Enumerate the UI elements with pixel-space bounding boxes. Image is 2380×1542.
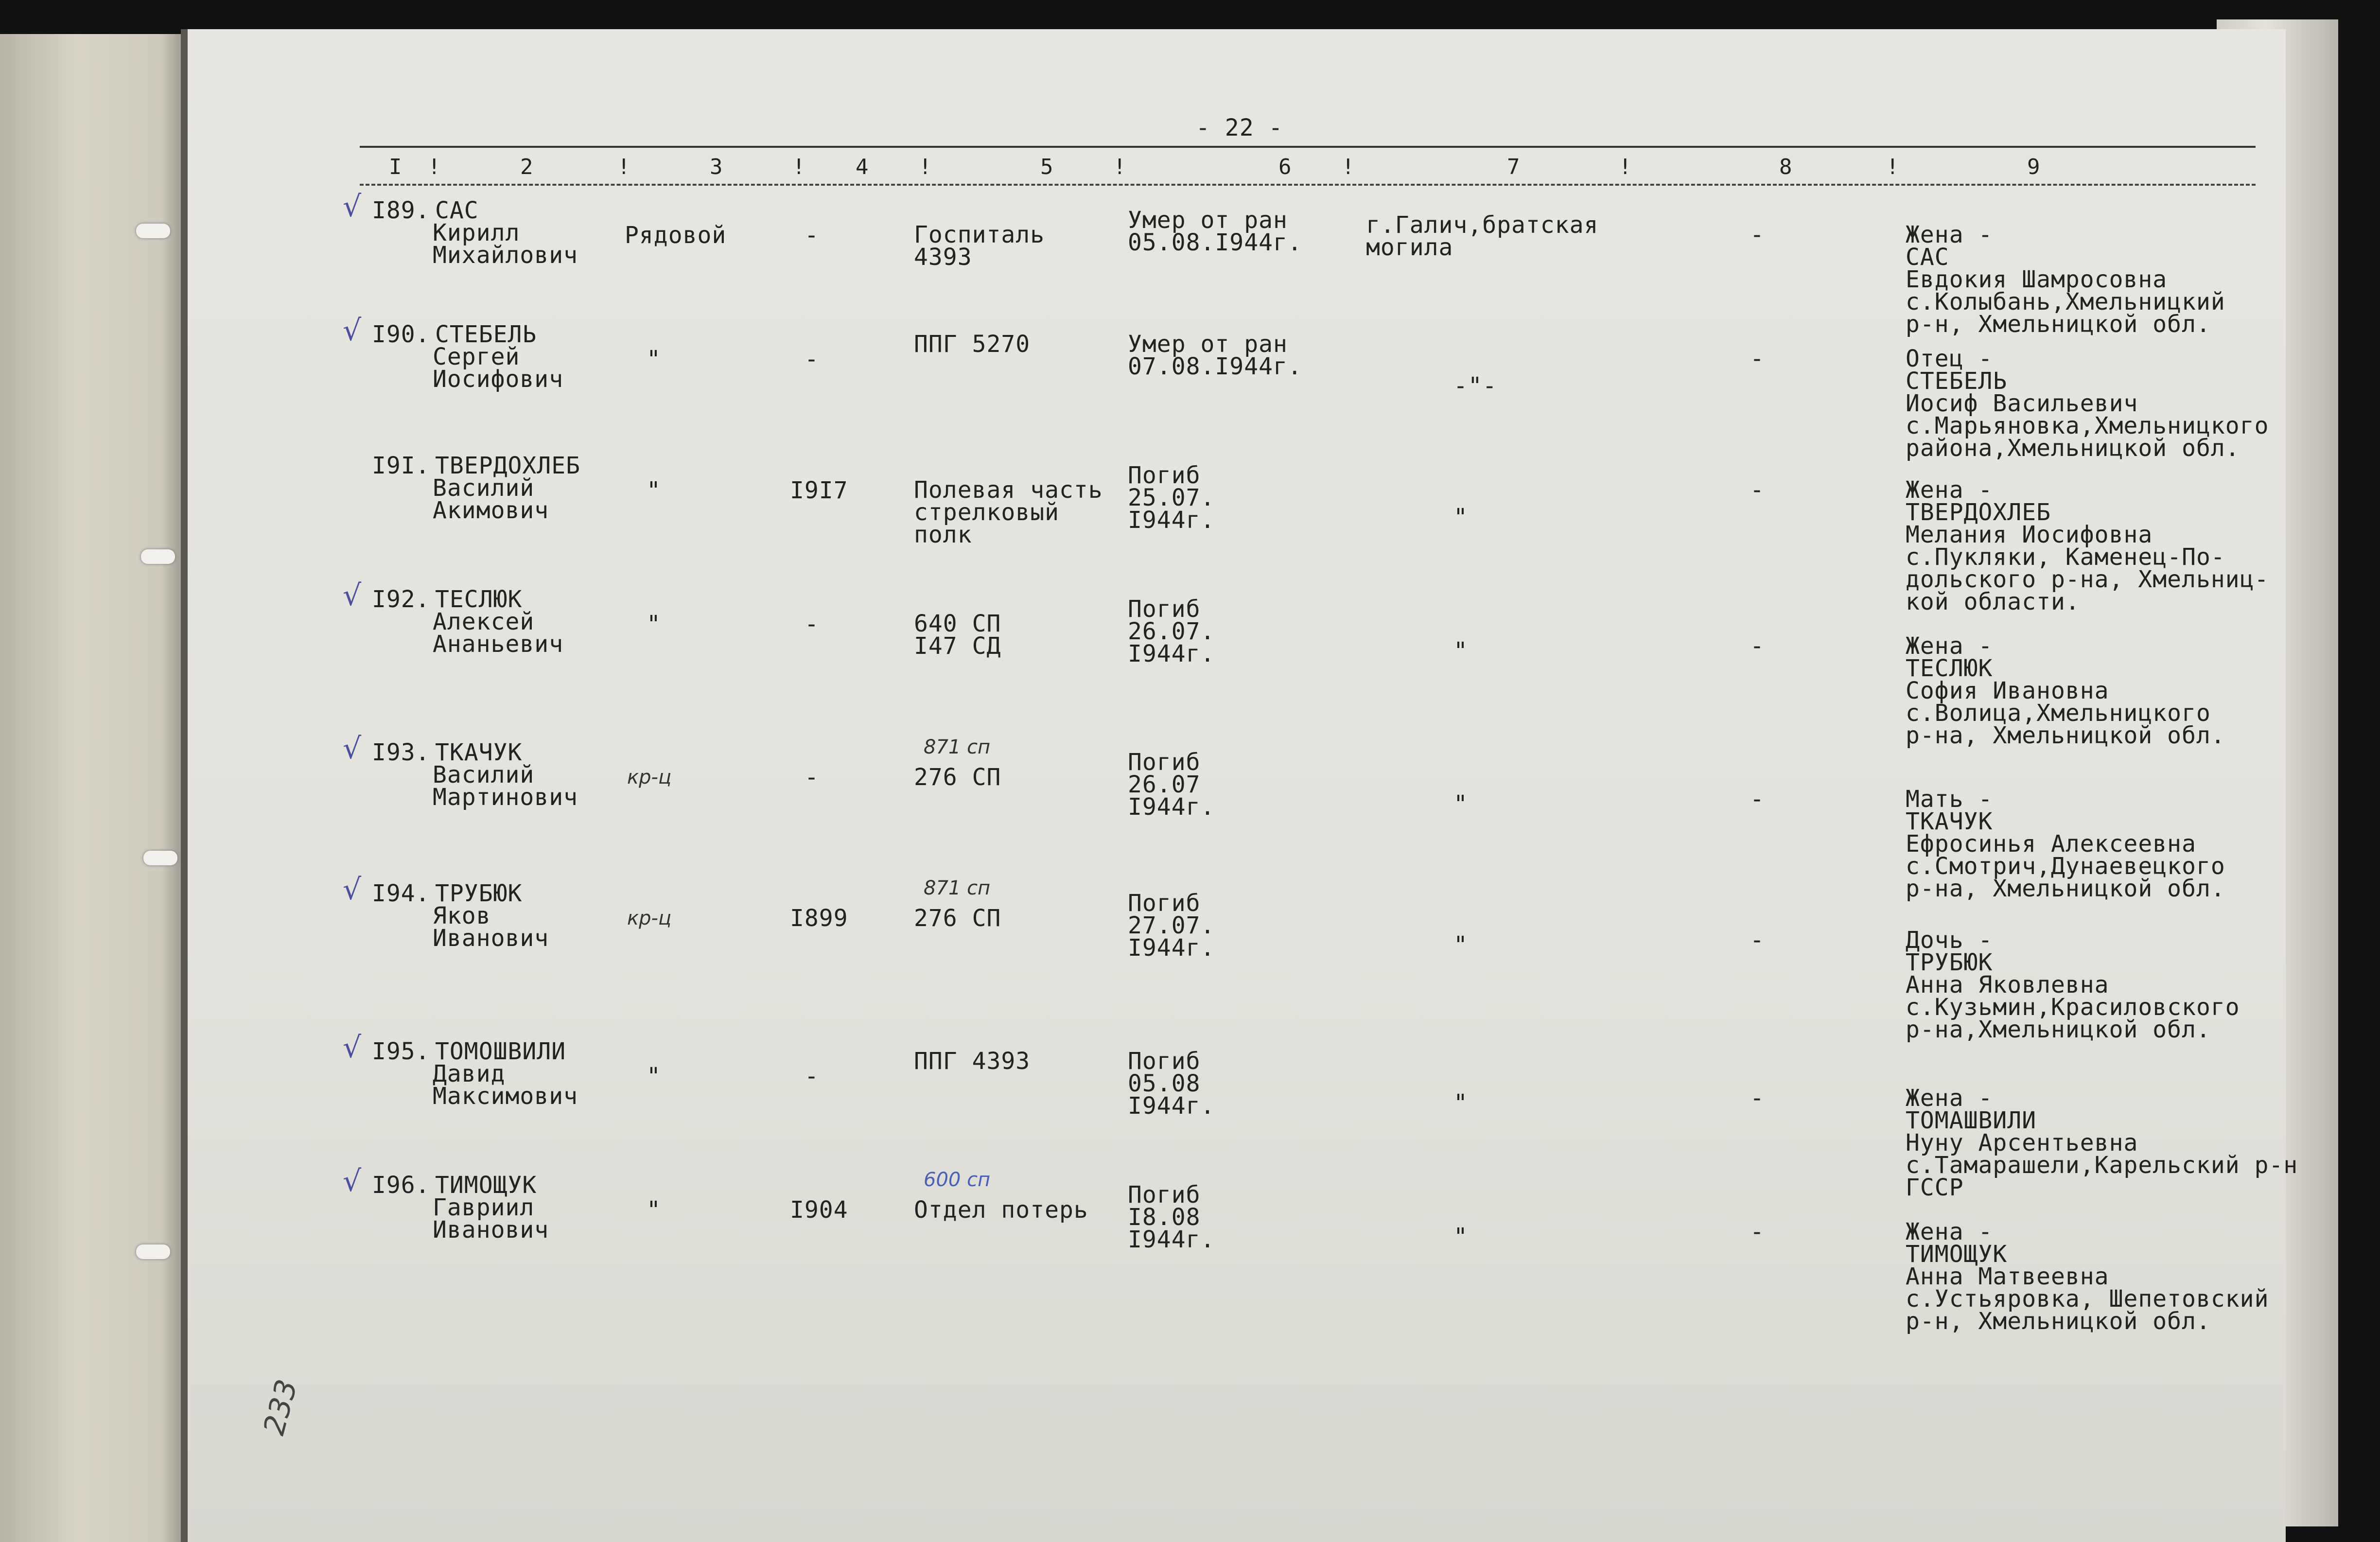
burial-place: " <box>1453 504 1468 531</box>
burial-place: " <box>1453 637 1468 665</box>
given-name: Иосифович <box>433 366 564 393</box>
surname: ТРУБЮК <box>435 880 523 907</box>
check-mark: √ <box>343 1031 362 1065</box>
page-number: - 22 - <box>1196 114 1283 141</box>
relative-info: София Ивановна <box>1906 677 2109 704</box>
column-separator: ! <box>1619 155 1632 179</box>
record-number: I96. <box>372 1172 430 1199</box>
unit-handwritten-note: 871 сп <box>924 876 991 899</box>
burial-place: -"- <box>1453 372 1497 400</box>
left-page <box>0 34 190 1542</box>
given-name: Максимович <box>433 1083 578 1110</box>
fate-date: Погиб <box>1128 462 1201 489</box>
column-8: - <box>1750 345 1765 372</box>
fate-date: Погиб <box>1128 1048 1201 1075</box>
check-mark: √ <box>343 578 362 613</box>
relative-info: Анна Яковлевна <box>1906 971 2109 999</box>
fate-date: Погиб <box>1128 596 1201 623</box>
record-number: I89. <box>372 197 430 224</box>
military-unit: Полевая часть <box>914 476 1103 504</box>
fate-date: 05.08 <box>1128 1070 1201 1097</box>
binding-hole-3 <box>143 851 177 865</box>
relative-info: р-на, Хмельницкой обл. <box>1906 875 2225 902</box>
given-name: Мартинович <box>433 784 578 811</box>
relative-info: с.Кузьмин,Красиловского <box>1906 994 2240 1021</box>
military-unit: Госпиталь <box>914 221 1045 248</box>
column-8: - <box>1750 632 1765 660</box>
relative-info: с.Колыбань,Хмельницкий <box>1906 288 2225 315</box>
given-name: Сергей <box>433 343 520 370</box>
column-number-2: 2 <box>520 155 533 179</box>
relative-info: Жена - <box>1906 221 1993 248</box>
relative-info: р-н, Хмельницкой обл. <box>1906 1308 2211 1335</box>
relative-info: с.Марьяновка,Хмельницкого <box>1906 412 2269 439</box>
column-number-3: 3 <box>710 155 723 179</box>
burial-place: могила <box>1366 234 1453 261</box>
relative-info: ТЕСЛЮК <box>1906 655 1993 682</box>
column-8: - <box>1750 786 1765 813</box>
military-unit: 276 СП <box>914 763 1001 791</box>
check-mark: √ <box>343 873 362 907</box>
rank: " <box>647 1062 661 1090</box>
military-unit: I47 СД <box>914 632 1001 660</box>
burial-place: " <box>1453 1223 1468 1250</box>
column-separator: ! <box>617 155 630 179</box>
birth-year: I9I7 <box>790 476 848 504</box>
relative-info: Ефросинья Алексеевна <box>1906 830 2196 858</box>
birth-year: - <box>805 345 819 373</box>
relative-info: ТОМАШВИЛИ <box>1906 1107 2037 1134</box>
relative-info: с.Устьяровка, Шепетовский <box>1906 1285 2269 1313</box>
relative-info: Нуну Арсентьевна <box>1906 1129 2138 1156</box>
column-number-5: 5 <box>1040 155 1053 179</box>
military-unit: ППГ 5270 <box>914 331 1031 358</box>
birth-year: - <box>805 221 819 249</box>
column-8: - <box>1750 927 1765 954</box>
relative-info: с.Смотрич,Дунаевецкого <box>1906 853 2225 880</box>
column-number-1: I <box>389 155 402 179</box>
rank: " <box>647 1196 661 1224</box>
relative-info: р-н, Хмельницкой обл. <box>1906 311 2211 338</box>
surname: САС <box>435 197 479 224</box>
rank: кр-ц <box>627 766 672 789</box>
binding-hole-1 <box>136 224 170 238</box>
surname: СТЕБЕЛЬ <box>435 321 537 348</box>
fate-date: 26.07 <box>1128 771 1201 798</box>
binding-hole-2 <box>141 549 175 564</box>
column-separator: ! <box>1886 155 1899 179</box>
given-name: Михайлович <box>433 242 578 269</box>
relative-info: ТКАЧУК <box>1906 808 1993 835</box>
check-mark: √ <box>343 314 362 348</box>
relative-info: Дочь - <box>1906 927 1993 954</box>
military-unit: полк <box>914 521 972 548</box>
birth-year: - <box>805 763 819 791</box>
surname: ТКАЧУК <box>435 739 523 766</box>
column-8: - <box>1750 1218 1765 1245</box>
record-number: I90. <box>372 321 430 348</box>
fate-date: I8.08 <box>1128 1204 1201 1231</box>
birth-year: - <box>805 610 819 638</box>
relative-info: ТИМОЩУК <box>1906 1241 2008 1268</box>
given-name: Алексей <box>433 608 535 635</box>
relative-info: кой области. <box>1906 588 2080 615</box>
fate-date: I944г. <box>1128 1226 1215 1253</box>
given-name: Яков <box>433 902 491 929</box>
check-mark: √ <box>343 732 362 766</box>
burial-place: " <box>1453 931 1468 959</box>
check-mark: √ <box>343 1164 362 1198</box>
surname: ТИМОЩУК <box>435 1172 537 1199</box>
surname: ТОМОШВИЛИ <box>435 1038 566 1065</box>
column-separator: ! <box>1113 155 1126 179</box>
header-bottom-rule <box>360 184 2256 186</box>
given-name: Иванович <box>433 925 549 952</box>
check-mark: √ <box>343 190 362 224</box>
relative-info: Мать - <box>1906 786 1993 813</box>
fate-date: Умер от ран <box>1128 331 1288 358</box>
rank: " <box>647 476 661 504</box>
column-8: - <box>1750 476 1765 504</box>
unit-handwritten-note: 871 сп <box>924 736 991 758</box>
military-unit: стрелковый <box>914 499 1059 526</box>
margin-note: 233 <box>257 1376 304 1439</box>
header-top-rule <box>360 146 2256 148</box>
fate-date: 05.08.I944г. <box>1128 229 1302 256</box>
column-8: - <box>1750 1085 1765 1112</box>
record-number: I92. <box>372 586 430 613</box>
military-unit: ППГ 4393 <box>914 1048 1031 1075</box>
rank: Рядовой <box>625 221 727 249</box>
fate-date: I944г. <box>1128 793 1215 821</box>
relative-info: с.Волица,Хмельницкого <box>1906 700 2211 727</box>
given-name: Ананьевич <box>433 631 564 658</box>
fate-date: Погиб <box>1128 749 1201 776</box>
relative-info: ГССР <box>1906 1174 1964 1201</box>
relative-info: с.Тамарашели,Карельский р-н <box>1906 1152 2298 1179</box>
given-name: Давид <box>433 1060 506 1087</box>
birth-year: I899 <box>790 904 848 932</box>
column-number-4: 4 <box>856 155 869 179</box>
column-number-7: 7 <box>1507 155 1520 179</box>
record-number: I9I. <box>372 452 430 479</box>
relative-info: р-на,Хмельницкой обл. <box>1906 1016 2211 1043</box>
surname: ТВЕРДОХЛЕБ <box>435 452 580 479</box>
given-name: Гавриил <box>433 1194 535 1221</box>
relative-info: Жена - <box>1906 476 1993 504</box>
fate-date: Умер от ран <box>1128 207 1288 234</box>
column-number-9: 9 <box>2027 155 2040 179</box>
column-number-8: 8 <box>1779 155 1792 179</box>
column-8: - <box>1750 221 1765 248</box>
burial-place: " <box>1453 790 1468 818</box>
column-separator: ! <box>919 155 932 179</box>
relative-info: р-на, Хмельницкой обл. <box>1906 722 2225 749</box>
given-name: Василий <box>433 474 535 502</box>
given-name: Акимович <box>433 497 549 524</box>
relative-info: с.Пукляки, Каменец-По- <box>1906 543 2225 571</box>
birth-year: I904 <box>790 1196 848 1224</box>
fate-date: I944г. <box>1128 640 1215 667</box>
relative-info: Жена - <box>1906 1085 1993 1112</box>
record-number: I94. <box>372 880 430 907</box>
given-name: Василий <box>433 761 535 789</box>
relative-info: Иосиф Васильевич <box>1906 390 2138 417</box>
military-unit: 276 СП <box>914 904 1001 932</box>
relative-info: Мелания Иосифовна <box>1906 521 2153 548</box>
fate-date: 25.07. <box>1128 484 1215 511</box>
column-separator: ! <box>792 155 805 179</box>
relative-info: САС <box>1906 244 1949 271</box>
fate-date: I944г. <box>1128 1092 1215 1120</box>
unit-handwritten-note: 600 сп <box>924 1168 991 1191</box>
burial-place: г.Галич,братская <box>1366 211 1599 239</box>
military-unit: 4393 <box>914 244 972 271</box>
fate-date: 07.08.I944г. <box>1128 353 1302 380</box>
fate-date: I944г. <box>1128 507 1215 534</box>
rank: " <box>647 345 661 373</box>
relative-info: ТВЕРДОХЛЕБ <box>1906 499 2051 526</box>
relative-info: ТРУБЮК <box>1906 949 1993 976</box>
fate-date: Погиб <box>1128 890 1201 917</box>
relative-info: дольского р-на, Хмельниц- <box>1906 566 2269 593</box>
fate-date: 26.07. <box>1128 618 1215 645</box>
relative-info: Отец - <box>1906 345 1993 372</box>
birth-year: - <box>805 1062 819 1090</box>
record-number: I93. <box>372 739 430 766</box>
relative-info: СТЕБЕЛЬ <box>1906 368 2008 395</box>
relative-info: района,Хмельницкой обл. <box>1906 435 2240 462</box>
rank: кр-ц <box>627 907 672 929</box>
military-unit: Отдел потерь <box>914 1196 1088 1224</box>
binding-hole-4 <box>136 1244 170 1259</box>
relative-info: Евдокия Шамросовна <box>1906 266 2168 293</box>
given-name: Иванович <box>433 1216 549 1244</box>
relative-info: Жена - <box>1906 1218 1993 1245</box>
fate-date: Погиб <box>1128 1181 1201 1209</box>
relative-info: Жена - <box>1906 632 1993 660</box>
column-number-6: 6 <box>1278 155 1292 179</box>
rank: " <box>647 610 661 638</box>
military-unit: 640 СП <box>914 610 1001 637</box>
fate-date: I944г. <box>1128 934 1215 962</box>
column-separator: ! <box>428 155 441 179</box>
column-separator: ! <box>1342 155 1355 179</box>
given-name: Кирилл <box>433 219 520 246</box>
surname: ТЕСЛЮК <box>435 586 523 613</box>
relative-info: Анна Матвеевна <box>1906 1263 2109 1290</box>
burial-place: " <box>1453 1089 1468 1117</box>
record-number: I95. <box>372 1038 430 1065</box>
fate-date: 27.07. <box>1128 912 1215 939</box>
